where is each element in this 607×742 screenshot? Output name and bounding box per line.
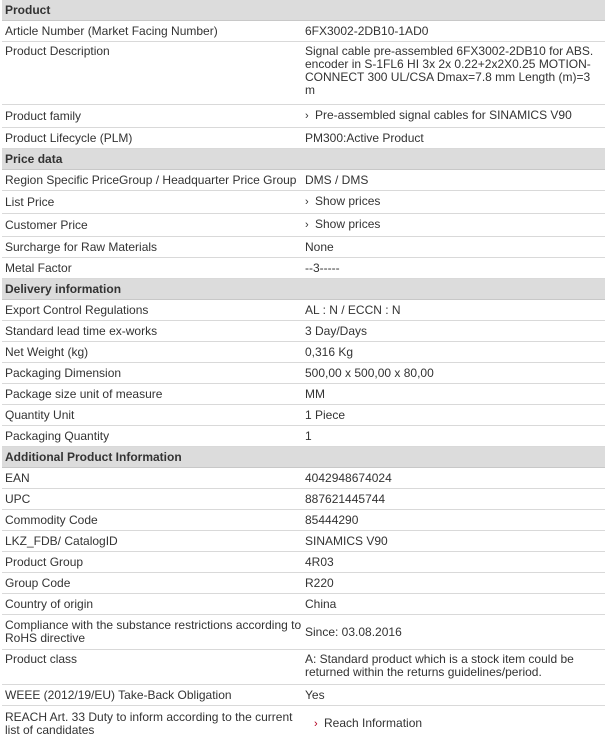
row-value <box>302 195 605 209</box>
table-row <box>2 237 605 258</box>
table-row <box>2 214 605 237</box>
row-label: Packaging Quantity <box>5 428 110 443</box>
row-value: 500,00 x 500,00 x 80,00 <box>305 365 434 380</box>
row-label: List Price <box>5 194 55 209</box>
chevron-right-icon: › <box>314 717 318 730</box>
table-row <box>2 105 605 128</box>
row-label: Compliance with the substance restrictions according to RoHS directive <box>5 618 302 645</box>
row-label: REACH Art. 33 Duty to inform according to the current list of candidates <box>5 709 293 737</box>
section-header-price-data: Price data <box>2 149 605 170</box>
row-value <box>302 218 605 232</box>
row-label: Product class <box>5 652 78 666</box>
row-value: 887621445744 <box>305 491 386 506</box>
chevron-right-icon: › <box>305 219 309 231</box>
row-value: DMS / DMS <box>305 172 369 187</box>
row-label: Surcharge for Raw Materials <box>5 239 158 254</box>
row-label: Product Description <box>5 44 110 58</box>
table-row <box>2 531 605 552</box>
table-row <box>2 42 605 105</box>
table-row <box>2 594 605 615</box>
row-value: Since: 03.08.2016 <box>305 624 402 639</box>
row-value: PM300:Active Product <box>305 130 424 145</box>
row-label: Commodity Code <box>5 512 98 527</box>
table-row <box>2 706 605 741</box>
row-label: Net Weight (kg) <box>5 344 89 359</box>
row-label: Product family <box>5 108 82 123</box>
table-row <box>2 650 605 685</box>
row-value: 6FX3002-2DB10-1AD0 <box>305 23 429 38</box>
row-value: 85444290 <box>305 512 359 527</box>
table-row <box>2 258 605 279</box>
row-value: 0,316 Kg <box>305 344 354 359</box>
table-row <box>2 170 605 191</box>
table-row <box>2 321 605 342</box>
table-row <box>2 615 605 650</box>
row-value: Yes <box>305 687 325 702</box>
table-row <box>2 552 605 573</box>
table-row <box>2 21 605 42</box>
table-row <box>2 128 605 149</box>
table-row <box>2 384 605 405</box>
row-label: LKZ_FDB/ CatalogID <box>5 533 118 548</box>
table-row <box>2 510 605 531</box>
chevron-right-icon: › <box>305 110 309 122</box>
table-row <box>2 342 605 363</box>
row-value: 4042948674024 <box>305 470 392 485</box>
row-label: Region Specific PriceGroup / Headquarter Price Group <box>5 172 297 187</box>
product-family-link[interactable]: Pre-assembled signal cables for SINAMICS V90 <box>315 108 572 122</box>
row-value: A: Standard product which is a stock item could be returned within the returns guidelines/period. <box>305 652 574 679</box>
list-price-show-prices-link[interactable]: Show prices <box>315 194 381 208</box>
row-value <box>302 717 605 731</box>
row-value: 1 Piece <box>305 407 346 422</box>
customer-price-show-prices-link[interactable]: Show prices <box>315 217 381 231</box>
reach-information-link[interactable]: Reach Information <box>324 715 423 730</box>
row-label: Product Group <box>5 554 84 569</box>
row-label: Article Number (Market Facing Number) <box>5 23 218 38</box>
row-label: EAN <box>5 470 30 485</box>
table-row <box>2 300 605 321</box>
row-value: R220 <box>305 575 334 590</box>
section-header-product: Product <box>2 0 605 21</box>
row-label: WEEE (2012/19/EU) Take-Back Obligation <box>5 687 232 702</box>
row-value: 1 <box>305 428 312 443</box>
table-row <box>2 363 605 384</box>
row-label: Package size unit of measure <box>5 386 163 401</box>
table-row <box>2 426 605 447</box>
table-row <box>2 685 605 706</box>
row-value: Signal cable pre-assembled 6FX3002-2DB10 for ABS. encoder in S-1FL6 HI 3x 2x 0.22+2x2X0.25 MOTION-CONNECT 300 UL/CSA Dmax=7.8 mm Length (m)=3 m <box>305 44 594 97</box>
table-row <box>2 489 605 510</box>
row-label: Customer Price <box>5 217 88 232</box>
row-label: Export Control Regulations <box>5 302 149 317</box>
row-value: AL : N / ECCN : N <box>305 302 401 317</box>
row-value: 3 Day/Days <box>305 323 368 338</box>
row-label: Packaging Dimension <box>5 365 122 380</box>
product-data-sheet <box>2 0 605 741</box>
row-label: Metal Factor <box>5 260 72 275</box>
table-row <box>2 468 605 489</box>
row-label: Country of origin <box>5 596 94 611</box>
row-value: China <box>305 596 337 611</box>
row-label: Product Lifecycle (PLM) <box>5 130 133 145</box>
row-value: MM <box>305 386 325 401</box>
chevron-right-icon: › <box>305 196 309 208</box>
row-value <box>302 109 605 123</box>
table-row <box>2 405 605 426</box>
row-label: Standard lead time ex-works <box>5 323 158 338</box>
row-label: Group Code <box>5 575 71 590</box>
row-label: Quantity Unit <box>5 407 75 422</box>
row-value: --3----- <box>305 260 340 275</box>
row-value: 4R03 <box>305 554 334 569</box>
table-row <box>2 191 605 214</box>
section-header-additional-product-information: Additional Product Information <box>2 447 605 468</box>
table-row <box>2 573 605 594</box>
row-label: UPC <box>5 491 31 506</box>
section-header-delivery-information: Delivery information <box>2 279 605 300</box>
row-value: SINAMICS V90 <box>305 533 388 548</box>
row-value: None <box>305 239 334 254</box>
